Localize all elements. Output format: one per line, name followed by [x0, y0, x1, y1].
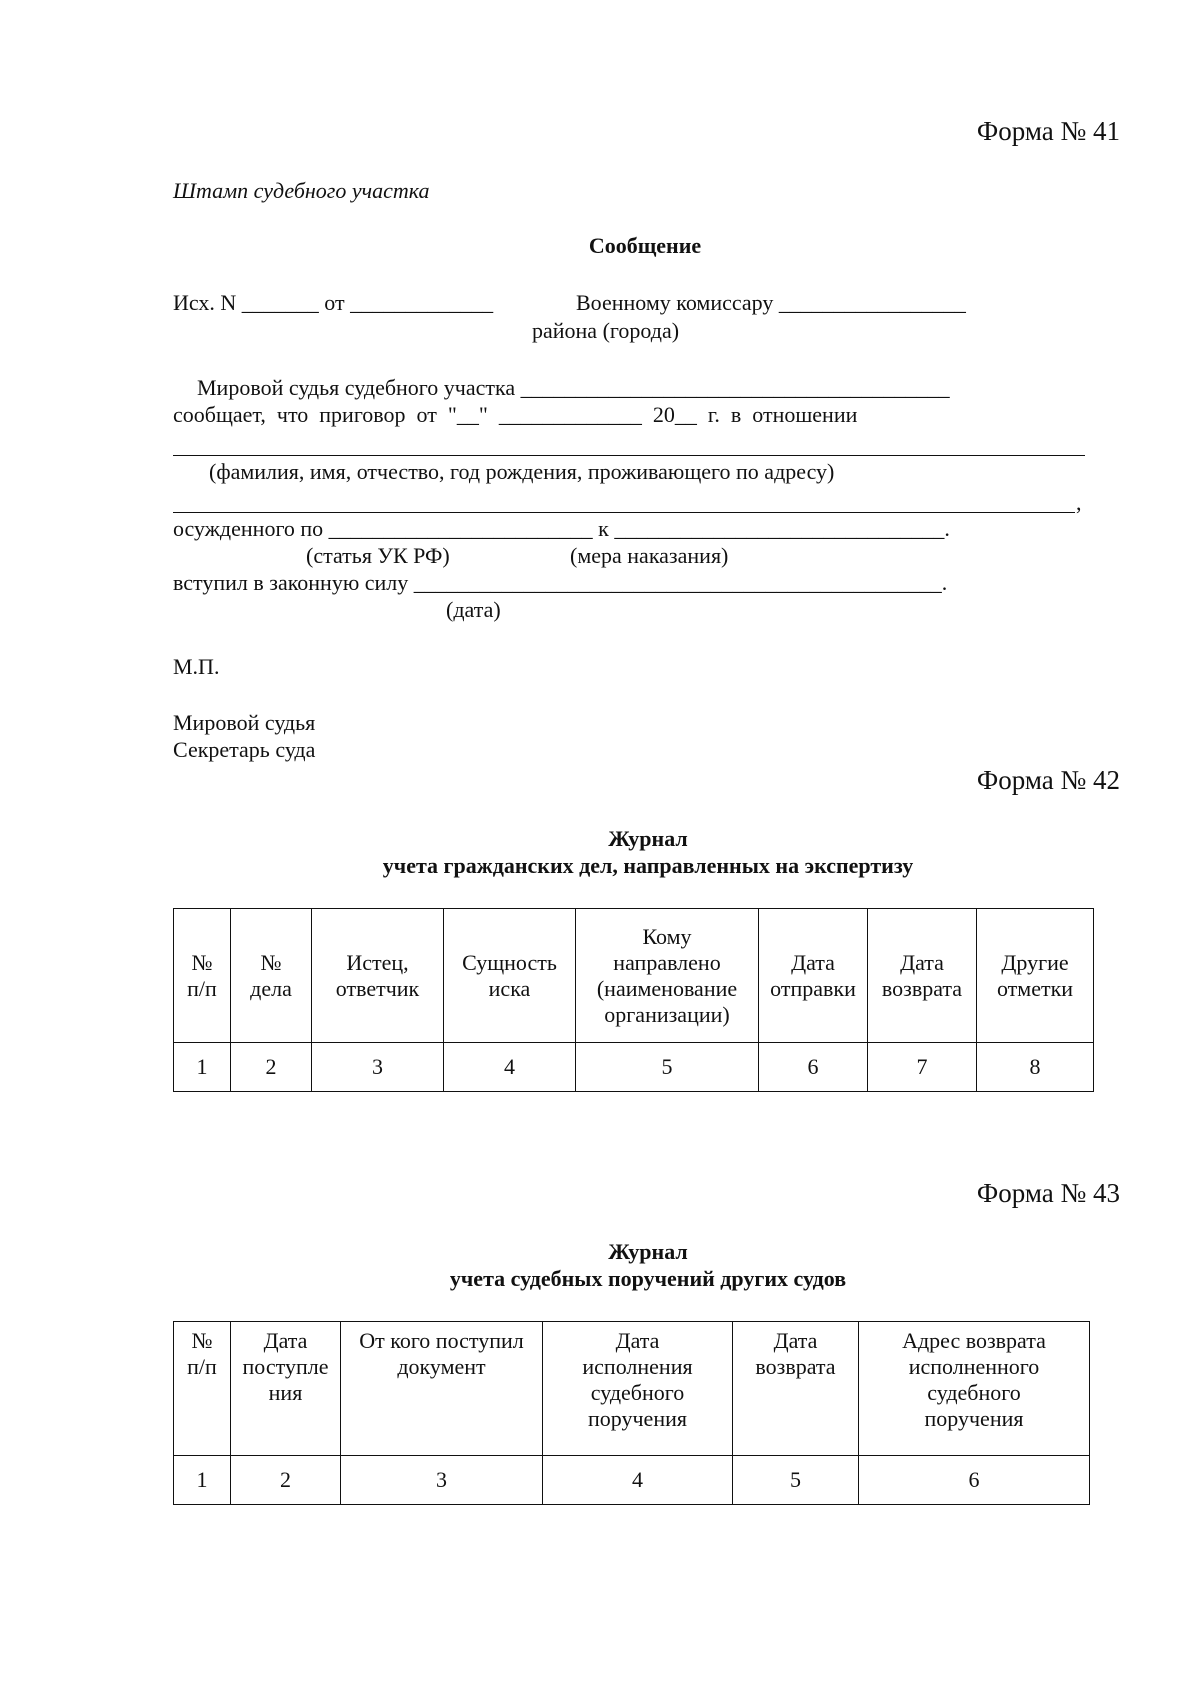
- form42-title: Журнал: [608, 826, 688, 851]
- form42-number-cell: 8: [977, 1043, 1094, 1092]
- outgoing-number-line: Исх. N _______ от _____________: [173, 290, 494, 315]
- form42-header-cell: Другие отметки: [977, 909, 1094, 1043]
- judge-paragraph-line1: Мировой судья судебного участка _______________________________________: [197, 375, 950, 400]
- form42-subtitle: учета гражданских дел, направленных на экспертизу: [382, 853, 914, 878]
- punishment-hint: (мера наказания): [570, 543, 729, 568]
- form42-table: [173, 908, 1094, 1092]
- form43-header-row: [174, 1322, 1090, 1456]
- form43-header-cell: Дата возврата: [733, 1322, 859, 1456]
- article-hint: (статья УК РФ): [306, 543, 450, 568]
- form42-number-cell: 5: [576, 1043, 759, 1092]
- form41-label: Форма № 41: [976, 116, 1120, 146]
- form42-header-cell: Сущность иска: [444, 909, 576, 1043]
- convicted-line: осужденного по ________________________ к ______________________________.: [173, 516, 950, 541]
- form42-number-cell: 7: [868, 1043, 977, 1092]
- form42-header-cell: № п/п: [174, 909, 231, 1043]
- form42-label: Форма № 42: [976, 765, 1120, 795]
- form43-header-cell: Адрес возврата исполненного судебного поручения: [859, 1322, 1090, 1456]
- form43-number-row: [174, 1456, 1090, 1505]
- form43-number-cell: 3: [341, 1456, 543, 1505]
- form43-number-cell: 1: [174, 1456, 231, 1505]
- blank-line-comma: ,: [1076, 490, 1082, 515]
- form41-title: Сообщение: [588, 233, 702, 258]
- form42-header-cell: Кому направлено (наименование организации): [576, 909, 759, 1043]
- form42-header-cell: Дата отправки: [759, 909, 868, 1043]
- date-hint: (дата): [446, 597, 501, 622]
- form42-header-cell: Дата возврата: [868, 909, 977, 1043]
- form43-title: Журнал: [608, 1239, 688, 1264]
- form43-number-cell: 4: [543, 1456, 733, 1505]
- form43-header-cell: От кого поступил документ: [341, 1322, 543, 1456]
- form43-number-cell: 5: [733, 1456, 859, 1505]
- blank-line-2: [173, 512, 1075, 513]
- blank-line-1: [173, 455, 1085, 456]
- fio-hint: (фамилия, имя, отчество, год рождения, проживающего по адресу): [209, 459, 835, 484]
- form43-header-cell: Дата поступле ния: [231, 1322, 341, 1456]
- stamp-caption: Штамп судебного участка: [173, 178, 430, 203]
- judge-paragraph-line2: сообщает, что приговор от "__" _____________ 20__ г. в отношении: [173, 402, 858, 427]
- seal-place: М.П.: [173, 654, 220, 679]
- form43-header-cell: Дата исполнения судебного поручения: [543, 1322, 733, 1456]
- signature-secretary: Секретарь суда: [173, 737, 316, 762]
- form43-label: Форма № 43: [976, 1178, 1120, 1208]
- form42-number-cell: 6: [759, 1043, 868, 1092]
- form42-number-cell: 4: [444, 1043, 576, 1092]
- military-commissar-line: Военному комиссару _________________: [576, 290, 966, 315]
- form42-number-row: [174, 1043, 1094, 1092]
- form42-number-cell: 3: [312, 1043, 444, 1092]
- district-caption: района (города): [532, 318, 680, 343]
- form43-table: [173, 1321, 1090, 1505]
- form42-header-cell: № дела: [231, 909, 312, 1043]
- form42-number-cell: 1: [174, 1043, 231, 1092]
- form43-header-cell: № п/п: [174, 1322, 231, 1456]
- form43-subtitle: учета судебных поручений других судов: [449, 1266, 847, 1291]
- signature-judge: Мировой судья: [173, 710, 316, 735]
- form42-header-cell: Истец, ответчик: [312, 909, 444, 1043]
- form43-number-cell: 2: [231, 1456, 341, 1505]
- form42-number-cell: 2: [231, 1043, 312, 1092]
- form43-number-cell: 6: [859, 1456, 1090, 1505]
- in-force-line: вступил в законную силу ________________________________________________.: [173, 570, 948, 595]
- form42-header-row: [174, 909, 1094, 1043]
